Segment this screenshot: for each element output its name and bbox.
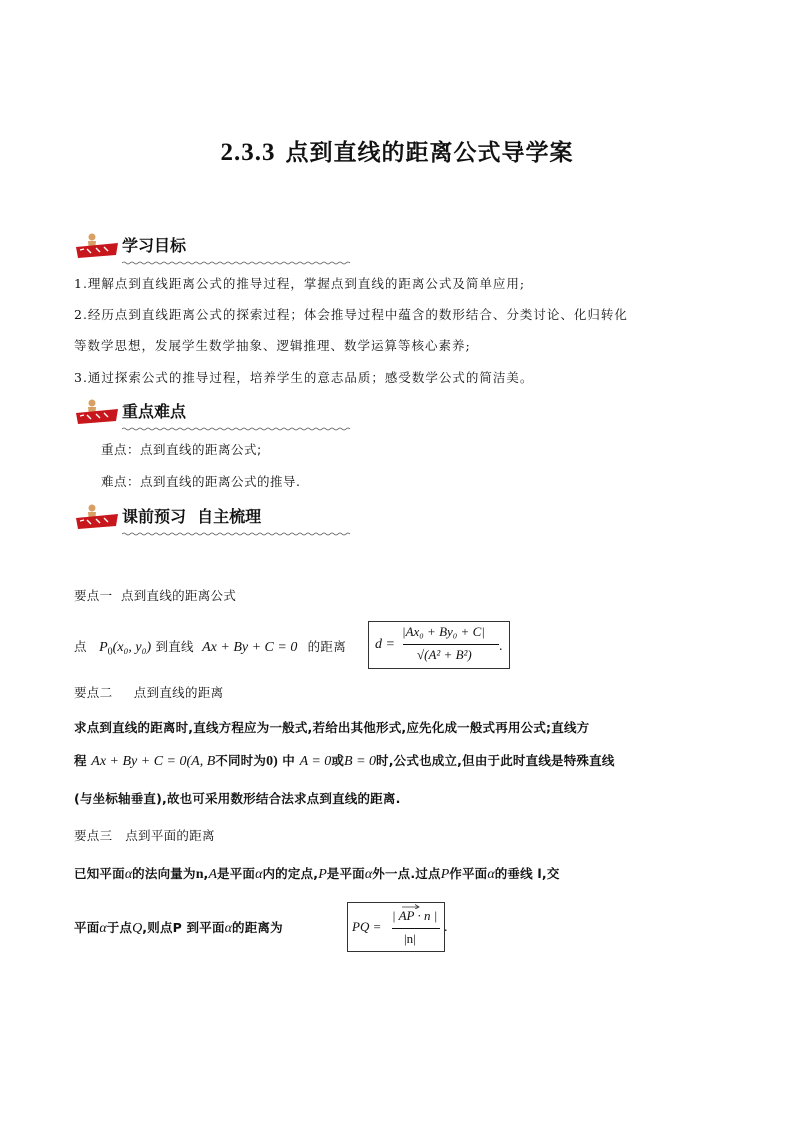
- section-goals-title: 学习目标: [122, 236, 187, 255]
- fraction-bar: [392, 928, 440, 929]
- point-P: P: [318, 867, 327, 882]
- n-vector: n: [195, 867, 204, 882]
- p3-l2-b: 于点: [106, 920, 133, 935]
- p3-l2-a: 平面: [74, 920, 100, 935]
- wave-underline: [122, 427, 352, 431]
- point2-heading: 要点二 点到直线的距离: [74, 685, 224, 700]
- point1-pre: 点: [74, 639, 87, 654]
- p3-g: 外一点.过点: [372, 866, 441, 881]
- point-A: A: [208, 867, 217, 882]
- p3-d: 是平面: [217, 866, 256, 881]
- section-logo-icon: [74, 397, 120, 427]
- point1-statement: [74, 637, 346, 658]
- p3-f: 是平面: [326, 866, 365, 881]
- alpha-symbol: α: [99, 921, 107, 936]
- point1-mid: 到直线: [155, 639, 194, 654]
- point2-a: 不同时为: [215, 753, 267, 768]
- focus-line: 重点：点到直线的距离公式;: [101, 442, 262, 457]
- point3-text-1: [74, 864, 560, 883]
- point3-text-2: [74, 918, 283, 937]
- section-preview-heading: [74, 502, 261, 532]
- point1-p0-sub: 0: [107, 646, 113, 658]
- wave-underline: [122, 261, 352, 265]
- point-Q: Q: [132, 921, 143, 936]
- point2-text-1: 求点到直线的距离时,直线方程应为一般式,若给出其他形式,应先化成一般式再用公式;直线方: [74, 720, 590, 735]
- plane-formula-denominator: |n|: [404, 931, 416, 946]
- section-preview-title: 课前预习 自主梳理: [122, 507, 262, 526]
- point2-zero: 0): [266, 754, 278, 769]
- title-number: 2.3.3: [220, 139, 276, 166]
- point2-or: 或: [331, 753, 345, 768]
- point2-pre: 程: [74, 753, 87, 768]
- title-text: 点到直线的距离公式导学案: [285, 140, 574, 166]
- p3-l2-d: 的距离为: [232, 920, 283, 935]
- point2-c1: A = 0: [299, 754, 332, 769]
- p3-a: 已知平面: [74, 866, 125, 881]
- p3-i: 的垂线 l,交: [494, 866, 560, 881]
- point2-b: 中: [282, 753, 295, 768]
- formula-lhs: d =: [375, 637, 395, 652]
- page-title: [0, 134, 794, 167]
- section-logo-icon: [74, 502, 120, 532]
- point1-p0-args: (x₀, y₀): [112, 640, 152, 655]
- alpha-symbol: α: [224, 921, 233, 936]
- p3-l2-c: ,则点P 到平面: [142, 920, 225, 935]
- alpha-symbol: α: [255, 867, 263, 882]
- formula-denominator: √(A² + B²): [417, 647, 472, 662]
- fraction-bar: [403, 644, 499, 645]
- point2-eq: Ax + By + C = 0(A, B: [91, 754, 216, 769]
- goal-item-3: 3.通过探索公式的推导过程，培养学生的意志品质；感受数学公式的简洁美。: [74, 370, 534, 385]
- formula-numerator: |Ax₀ + By₀ + C|: [402, 624, 485, 639]
- section-key-title: 重点难点: [122, 402, 187, 421]
- difficulty-line: 难点：点到直线的距离公式的推导.: [101, 474, 301, 489]
- goal-item-2-cont: 等数学思想，发展学生数学抽象、逻辑推理、数学运算等核心素养;: [74, 338, 471, 353]
- p3-h: 作平面: [449, 866, 488, 881]
- point2-rest: 时,公式也成立,但由于此时直线是特殊直线: [376, 753, 615, 768]
- plane-distance-formula-box: [347, 902, 445, 952]
- goal-item-1: 1.理解点到直线距离公式的推导过程，掌握点到直线的距离公式及简单应用;: [74, 276, 526, 291]
- p3-e: 内的定点,: [262, 866, 319, 881]
- section-goals-heading: [74, 231, 186, 261]
- point1-line-eq: Ax + By + C = 0: [202, 640, 298, 655]
- point3-heading: 要点三 点到平面的距离: [74, 828, 215, 843]
- point2-c2: B = 0: [344, 754, 377, 769]
- wave-underline: [122, 532, 352, 536]
- plane-formula-lhs: PQ =: [352, 919, 382, 934]
- distance-formula-box: [368, 621, 510, 669]
- point1-dist-label: 的距离: [307, 639, 347, 654]
- point-P: P: [440, 867, 450, 882]
- alpha-symbol: α: [487, 867, 495, 882]
- section-key-heading: [74, 397, 186, 427]
- alpha-symbol: α: [364, 867, 373, 882]
- plane-formula-numerator: | AP · n |: [392, 908, 438, 923]
- plane-formula-period: .: [444, 920, 448, 935]
- point2-text-3: (与坐标轴垂直),故也可采用数形结合法求点到直线的距离.: [74, 791, 401, 806]
- alpha-symbol: α: [124, 867, 133, 882]
- p3-c: ,: [203, 866, 209, 881]
- section-logo-icon: [74, 231, 120, 261]
- formula-period: .: [499, 639, 503, 654]
- point1-heading: 要点一 点到直线的距离公式: [74, 588, 237, 603]
- point1-p0: P: [99, 640, 108, 655]
- goal-item-2: 2.经历点到直线距离公式的探索过程；体会推导过程中蕴含的数形结合、分类讨论、化归转化: [74, 307, 628, 322]
- point2-text-2: [74, 751, 615, 770]
- p3-b: 的法向量为: [132, 866, 196, 881]
